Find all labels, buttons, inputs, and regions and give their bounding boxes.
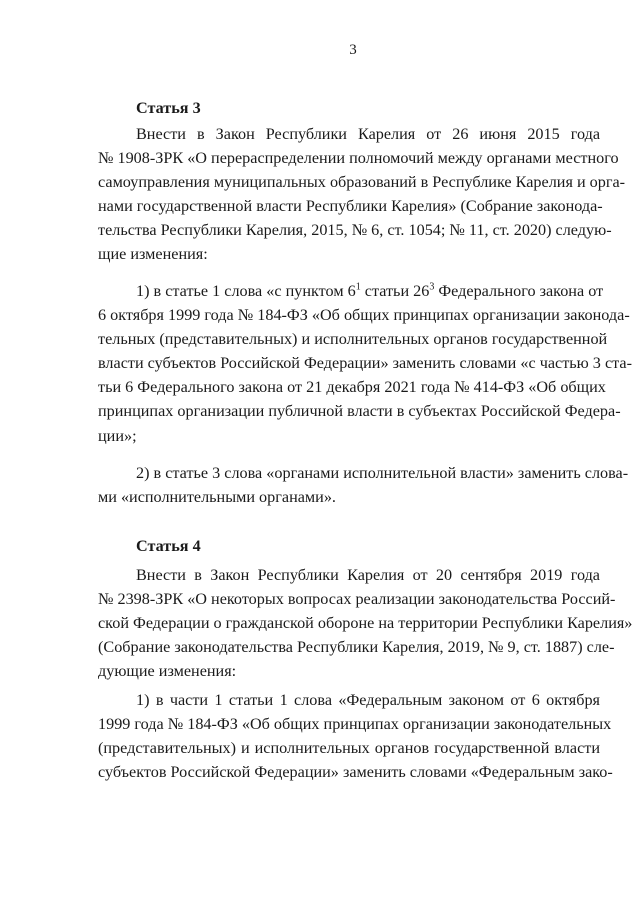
text-line: 1) в части 1 статьи 1 слова «Федеральным законом от 6 октября <box>136 691 600 709</box>
text-line: дующие изменения: <box>98 662 237 681</box>
text-line: 6 октября 1999 года № 184-ФЗ «Об общих принципах организации законода- <box>98 306 630 325</box>
text-fragment: 1) в статье 1 слова «с пунктом 6 <box>136 282 356 300</box>
text-line <box>98 279 604 303</box>
text-line: ции»; <box>98 426 137 445</box>
text-line: 1999 года № 184-ФЗ «Об общих принципах организации законодательных <box>98 715 612 734</box>
text-line: (представительных) и исполнительных органов государственной власти <box>98 739 600 758</box>
text-line: нами государственной власти Республики Карелия» (Собрание законода- <box>98 197 603 216</box>
text-line: ской Федерации о гражданской обороне на территории Республики Карелия» <box>98 614 633 633</box>
article-4-heading: Статья 4 <box>136 537 201 555</box>
article-3-heading: Статья 3 <box>136 99 201 117</box>
text-line: Внести в Закон Республики Карелия от 20 сентября 2019 года <box>136 566 600 584</box>
text-line: тьи 6 Федерального закона от 21 декабря 2021 года № 414-ФЗ «Об общих <box>98 378 606 397</box>
text-line: власти субъектов Российской Федерации» заменить словами «с частью 3 ста- <box>98 354 632 373</box>
article-3-item-1 <box>98 279 632 448</box>
article-4-item-1 <box>98 688 613 784</box>
text-line: тельных (представительных) и исполнительных органов государственной <box>98 330 608 349</box>
superscript: 1 <box>355 281 361 293</box>
text-line: принципах организации публичной власти в субъектах Российской Федера- <box>98 402 621 421</box>
page-number: 3 <box>349 42 357 58</box>
article-3-item-2 <box>98 461 629 509</box>
text-line: субъектов Российской Федерации» заменить словами «Федеральным зако- <box>98 763 613 782</box>
text-line: щие изменения: <box>98 245 208 264</box>
text-fragment: статьи 26 <box>360 282 430 300</box>
text-line: № 2398-ЗРК «О некоторых вопросах реализации законодательства Россий- <box>98 590 616 609</box>
text-line: 2) в статье 3 слова «органами исполнительной власти» заменить слова- <box>136 464 629 482</box>
article-4-intro <box>98 563 633 683</box>
superscript: 3 <box>429 281 435 293</box>
text-fragment: Федерального закона от <box>434 282 604 300</box>
text-line: тельства Республики Карелия, 2015, № 6, ст. 1054; № 11, ст. 2020) следую- <box>98 221 612 240</box>
text-line: ми «исполнительными органами». <box>98 488 336 507</box>
article-3-intro <box>98 122 626 267</box>
text-line: Внести в Закон Республики Карелия от 26 июня 2015 года <box>136 125 600 143</box>
text-line: самоуправления муниципальных образований в Республике Карелия и орга- <box>98 173 626 192</box>
text-line: (Собрание законодательства Республики Карелия, 2019, № 9, ст. 1887) сле- <box>98 638 615 657</box>
text-line: № 1908-ЗРК «О перераспределении полномочий между органами местного <box>98 149 619 168</box>
